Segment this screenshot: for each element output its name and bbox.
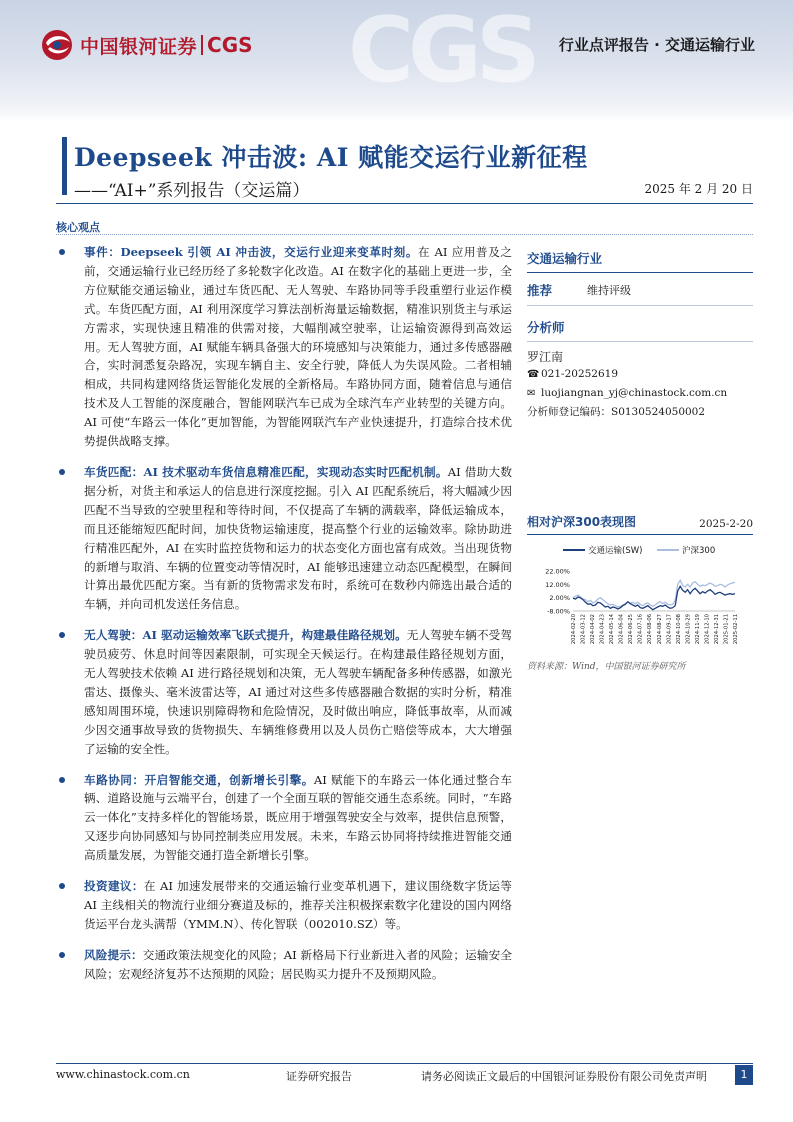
x-tick-label: 2024-10-29 (685, 614, 692, 645)
y-tick-label: -8.00% (547, 607, 570, 616)
x-tick-label: 2024-12-31 (713, 614, 720, 645)
rating-label: 推荐 (527, 283, 553, 298)
bullet-risk (56, 946, 512, 984)
bullet-lead: 无人驾驶：AI 驱动运输效率飞跃式提升，构建最佳路径规划。 (84, 628, 407, 643)
analyst-name: 罗江南 (527, 350, 564, 364)
brand-name-en: CGS (207, 33, 253, 57)
bullet-lead: 车路协同：开启智能交通，创新增长引擎。 (84, 772, 314, 787)
x-tick-label: 2024-12-10 (704, 614, 711, 645)
page-footer (56, 1068, 753, 1084)
analyst-phone (527, 365, 753, 384)
x-tick-label: 2024-03-12 (580, 614, 587, 645)
galaxy-logo-icon (40, 28, 74, 62)
core-views-label: 核心观点 (56, 221, 100, 234)
bullet-dot-icon (59, 777, 65, 783)
bullet-matching (56, 463, 512, 614)
x-tick-label: 2024-05-14 (609, 614, 616, 645)
bullet-text: 在 AI 加速发展带来的交通运输行业变革机遇下，建议围绕数字货运等 AI 主线相关的物流行业细分赛道及标的，推荐关注积极探索数字化建设的国内网络货运平台龙头满帮（YMM.N）、传化智联（002010.SZ）等。 (84, 879, 512, 931)
x-tick-label: 2024-07-16 (637, 614, 644, 645)
sidebar-rating (527, 273, 753, 306)
sidebar (527, 243, 753, 422)
analyst-phone-value: 021-20252619 (541, 368, 619, 380)
x-tick-label: 2024-04-02 (590, 614, 597, 645)
chart-date: 2025-2-20 (699, 518, 753, 530)
chart-header (527, 513, 753, 535)
brand-logo (40, 28, 253, 62)
bullet-autonomous (56, 626, 512, 758)
report-date: 2025 年 2 月 20 日 (644, 182, 753, 196)
analyst-email-value[interactable]: luojiangnan_yj@chinastock.com.cn (541, 387, 728, 399)
relative-performance-chart (527, 513, 753, 672)
bullet-dot-icon (59, 249, 65, 255)
bullet-investment (56, 877, 512, 934)
bullet-text: 在 AI 应用普及之前，交通运输行业已经历经了多轮数字化改造。AI 在数字化的基础上更进一步，全方位赋能交通运输业，通过车货匹配、无人驾驶、车路协同等手段重塑行业运作模式。车货匹配方面，AI 利用深度学习算法剖析海量运输数据，精准识别货主与承运方需求，实现快速且精准的供需对接，大幅削减空驶率，让运输资源得到高效运用。无人驾驶方面，AI 赋能车辆具备强大的环境感知与决策能力，通过多传感器融合，实时洞悉复杂路况，实现车辆自主、安全行驶，降低人为失误风险。二者相辅相成，共同构建网络货运智能化发展的全新格局。车路协同方面，随着信息与通信技术及人工智能的深度融合，智能网联汽车已成为全球汽车产业转型的关键方向。AI 可使“车路云一体化”更加智能，为智能网联汽车产业快速提升，打造综合技术优势提供战略支撑。 (84, 245, 512, 449)
bullet-dot-icon (59, 883, 65, 889)
page-number: 1 (735, 1065, 753, 1085)
core-views-list (56, 243, 512, 984)
bullet-text: 交通政策法规变化的风险；AI 新格局下行业新进入者的风险；运输安全风险；宏观经济复苏不达预期的风险；居民购买力提升不及预期风险。 (84, 947, 512, 981)
brand-divider (201, 35, 203, 55)
phone-icon: ☎ (527, 369, 540, 380)
title-accent-bar (62, 137, 67, 195)
x-tick-label: 2024-09-17 (666, 614, 673, 645)
header-watermark: CGS (348, 0, 535, 103)
x-tick-label: 2024-11-19 (694, 614, 701, 645)
bullet-lead: 车货匹配：AI 技术驱动车货信息精准匹配，实现动态实时匹配机制。 (84, 464, 448, 479)
bullet-lead: 事件：Deepseek 引领 AI 冲击波，交运行业迎来变革时刻。 (84, 245, 419, 259)
x-tick-label: 2025-02-11 (733, 614, 739, 645)
x-tick-label: 2024-08-27 (656, 614, 663, 645)
report-title: Deepseek 冲击波: AI 赋能交运行业新征程 (74, 143, 588, 172)
footer-divider (56, 1063, 753, 1064)
bullet-vehicle-road (56, 771, 512, 866)
x-tick-label: 2025-01-21 (723, 614, 730, 645)
bullet-lead: 投资建议： (84, 879, 144, 894)
y-tick-label: 22.00% (545, 567, 570, 576)
bullet-text: AI 借助大数据分析，对货主和承运人的信息进行深度挖掘。引入 AI 匹配系统后，将大幅减少因匹配不当导致的空驶里程和等待时间，不仅提高了车辆的满载率，降低运输成本，而且还能缩短匹配时间，加快货物运输速度，提高整个行业的运输效率。除协助进行精准匹配外，AI 在实时监控货物和运力的状态变化方面也富有成效。当出现货物的新增与取消、车辆的位置变动等情况时，AI 能够迅速建立动态匹配模型，在瞬间计算出最优匹配方案。当有新的货物需求发布时，系统可在数秒内筛选出最合适的车辆，并向司机发送任务信息。 (84, 464, 512, 612)
report-type: 行业点评报告 · 交通运输行业 (558, 36, 755, 54)
chart-source: 资料来源：Wind，中国银河证券研究所 (527, 662, 686, 672)
bullet-lead: 风险提示： (84, 947, 143, 962)
analyst-registration: 分析师登记编码：S0130524050002 (527, 406, 706, 418)
footer-disclaimer: 请务必阅读正文最后的中国银河证券股份有限公司免责声明 (421, 1070, 707, 1083)
footer-report-label: 证券研究报告 (286, 1070, 352, 1083)
title-divider (56, 203, 753, 204)
x-tick-label: 2024-06-04 (618, 614, 625, 645)
analyst-heading: 分析师 (527, 306, 753, 342)
bullet-text: AI 赋能下的车路云一体化通过整合车辆、道路设施与云端平台，创建了一个全面互联的智能交通生态系统。同时，“车路云一体化”支持多样化的智能场景，既应用于增强驾驶安全与效率，提供信息预警，又逐步向协同感知与协同控制类应用发展。未来，车路云协同将持续推进智能交通高质量发展，为智能交通打造全新增长引擎。 (84, 772, 512, 863)
analyst-email[interactable] (527, 384, 753, 403)
report-subtitle: ——“AI+”系列报告（交运篇） (74, 181, 310, 201)
x-tick-label: 2024-10-08 (675, 614, 682, 645)
chart-title: 相对沪深300表现图 (527, 515, 637, 529)
brand-name-cn: 中国银河证券 (80, 35, 198, 58)
bullet-text: 无人驾驶车辆不受驾驶员疲劳、休息时间等因素限制，可实现全天候运行。在构建最佳路径规划方面，无人驾驶技术依赖 AI 进行路径规划和决策，无人驾驶车辆配备多种传感器，如激光雷达、摄像头、毫米波雷达等，AI 通过对这些多传感器融合数据的实时分析，精准感知周围环境，快速识别障碍物和危险情况，及时做出响应，降低事故率，从而减少因交通事故导致的货物损失、车辆维修费用以及人员伤亡赔偿等成本，大大增强了运输的安全性。 (84, 628, 512, 756)
x-tick-label: 2024-06-25 (628, 614, 635, 645)
email-icon: ✉ (527, 388, 536, 399)
section-divider (56, 234, 753, 235)
bullet-dot-icon (59, 952, 65, 958)
sidebar-industry: 交通运输行业 (527, 243, 753, 273)
rating-value: 维持评级 (587, 284, 631, 297)
footer-website-link[interactable]: www.chinastock.com.cn (56, 1068, 190, 1081)
legend-label-0: 交通运输(SW) (588, 546, 643, 556)
bullet-dot-icon (59, 632, 65, 638)
x-tick-label: 2024-08-06 (647, 614, 654, 645)
y-tick-label: 2.00% (549, 594, 570, 603)
legend-label-1: 沪深300 (682, 546, 716, 556)
x-tick-label: 2024-04-23 (599, 614, 606, 645)
chart-canvas (527, 541, 753, 653)
bullet-dot-icon (59, 469, 65, 475)
x-tick-label: 2024-02-20 (571, 614, 577, 645)
bullet-event (56, 243, 512, 451)
y-tick-label: 12.00% (545, 580, 570, 589)
